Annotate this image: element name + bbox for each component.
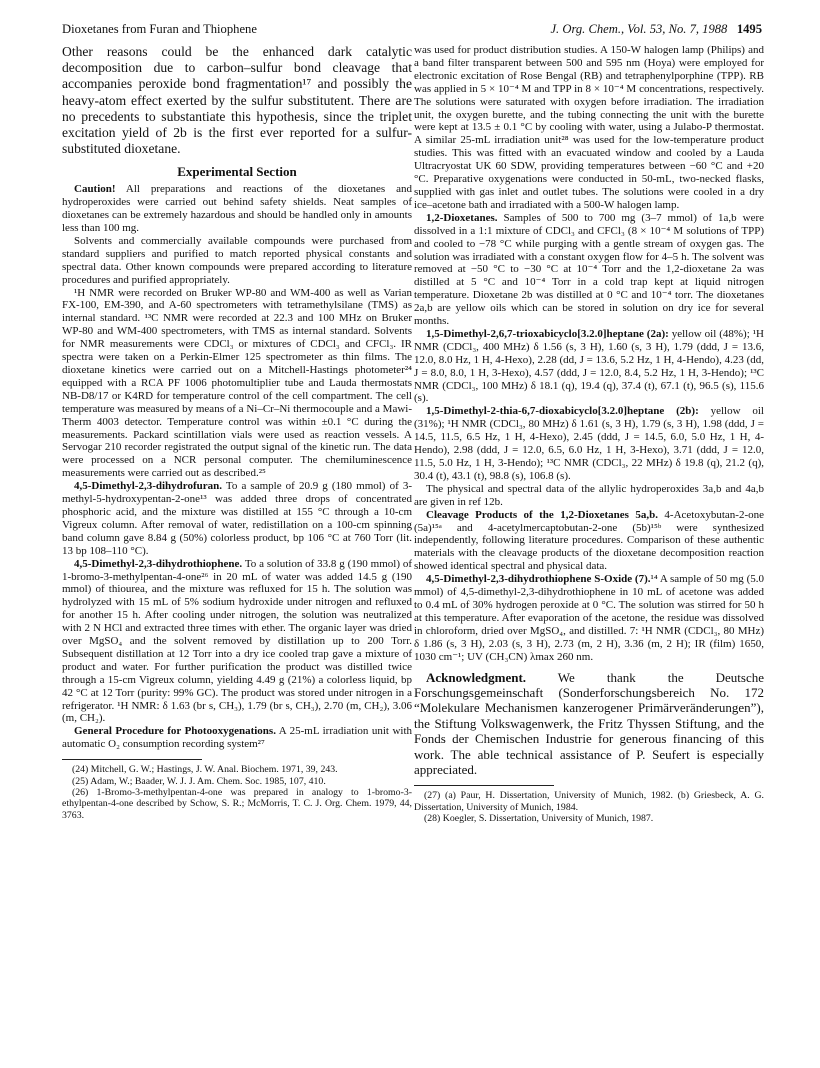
acknowledgment-paragraph: [414, 670, 764, 778]
photooxygenation-text: A 25-mL irradiation unit with automatic O₂ consumption recording system²⁷: [62, 725, 413, 751]
nmr-paragraph: ¹H NMR were recorded on Bruker WP-80 and WM-400 as well as Varian FX-100, EM-390, and A-60 spectrometers with tetramethylsilane (TMS) as internal standard. ¹³C NMR were recorded at 22.3 and 100 MHz on Bruker WP-80 and WM-400 spectrometers, with TMS as internal standard. Solvents for NMR measurements were CDCl₃ or mixtures of CDCl₃ and CFCl₃. IR spectra were taken on a Perkin-Elmer 125 spectrometer as thin films. The dioxetane kinetics were carried out on a Mitchell-Hastings photometer²⁴ equipped with a RCA PF 1006 photomultiplier tube and Lauda thermostats NB-D8/17 or K4RD for temperature control of the cell compartment. The cell temperature was measured by means of a Ni–Cr–Ni thermocouple and a Mawi-Therm 4003 detector. Temperature control was within ±0.1 °C during the measurements. Packard scintillation vials were used as reaction vessels. A Servogar 210 recorder registrated the output signal of the kinetic run. The data were processed on a NCR personal computer. The chemiluminescence measurements were carried out as described.²⁵: [62, 286, 412, 480]
left-column: [62, 44, 412, 821]
dioxetanes-text: Samples of 500 to 700 mg (3–7 mmol) of 1a,b were dissolved in a 1:1 mixture of CDCl₃ and CFCl₃ (8 × 10⁻⁴ M solutions of TPP) and cooled to −78 °C while purging with a gentle stream of oxygen gas. The solution was irradiated with a constant oxygen flow for 4–5 h. The solvent was removed at −50 °C to −30 °C at 10⁻⁴ Torr and the 1,2-dioxetane 2a was distilled at 5 °C and 10⁻⁴ Torr in a cold trap kept at liquid nitrogen temperature. Dioxetane 2b was distilled at 0 °C and 10⁻⁴ torr. The dioxetanes 2a,b are yellow oils which can be stored in solution on dry ice for several months.: [414, 211, 764, 328]
dioxetanes-paragraph: [414, 212, 764, 328]
dihydrothiophene-text: To a solution of 33.8 g (190 mmol) of 1-bromo-3-methylpentan-4-one²⁶ in 20 mL of water was added 14.5 g (190 mmol) of thiourea, and the mixture was refluxed for 15 h. The solution was hydrolyzed with 15 mL of 5% sodium hydroxide under nitrogen and refluxed for another 15 h. After cooling under nitrogen, the solution was neutralized with 2 N HCl and extracted three times with ether. The organic layer was dried over MgSO₄ and the solvent removed by distillation up to 200 Torr. Subsequent distillation at 12 Torr into a dry ice cooled trap gave a mixture of product and water. For further purification the product was distilled twice through a 15-cm Vigreux column, yielding 4.49 g (21%) a colorless liquid, bp 42 °C at 12 Torr (purity: 99% GC). The product was stored under nitrogen in a refrigerator. ¹H NMR: δ 1.63 (br s, CH₃), 1.79 (br s, CH₃), 2.70 (m, CH₂), 3.06 (m, CH₂).: [62, 557, 412, 725]
cleavage-text: 4-Acetoxybutan-2-one (5a)¹⁵ᵃ and 4-acetylmercaptobutan-2-one (5b)¹⁵ᵇ were synthesized independently, following literature procedures. Comparison of these authentic materials with the cleavage products of the dioxetane decomposition reaction showed identical spectral and physical data.: [414, 508, 764, 573]
running-title: Dioxetanes from Furan and Thiophene: [62, 22, 257, 36]
photooxygenation-continued: was used for product distribution studies. A 150-W halogen lamp (Philips) and a band filter transparent between 500 and 595 nm (Hoya) were employed for electronic excitation of Rose Bengal (RB) and tetraphenylporphine (TPP). RB was applied in 5 × 10⁻⁴ M and TPP in 8 × 10⁻⁴ M concentrations, respectively. The solutions were saturated with oxygen before irradiation. The irradiation unit, the oxygen burette, and the tubing connecting the unit with the burette were kept at 13.5 ± 0.1 °C by cooling with water, using a Julabo-P thermostat. A similar 25-mL irradiation unit²⁸ was used for the low-temperature product studies. This was fitted with an evacuated window and cooled by a Lauda Ultracryostat UK 60 SDW, providing temperatures between −60 °C and +20 °C. Preparative oxygenations were conducted in 50-mL, two-necked flasks, supplied with gas inlet and outlet tubes. The solutions were cooled in a dry ice–acetone bath and irradiated with a 500-W halogen lamp.: [414, 44, 764, 211]
solvents-paragraph: Solvents and commercially available compounds were purchased from standard suppliers and purified to match reported physical constants and spectral data. Other known compounds were prepared according to literature procedures and purified appropriately.: [62, 234, 412, 286]
cleavage-paragraph: [414, 509, 764, 574]
compound-2a-text: yellow oil (48%); ¹H NMR (CDCl₃, 400 MHz) δ 1.56 (s, 3 H), 1.60 (s, 3 H), 1.79 (ddd, J = 13.6, 12.0, 8.0 Hz, 1 H, 4-Hexo), 2.28 (dd, J = 13.6, 5.2 Hz, 1 H, 4-Hendo), 4.23 (dd, J = 8.0, 8.0, 1 H, 3-Hexo), 4.57 (ddd, J = 12.0, 8.4, 5.2 Hz, 1 H, 3-Hendo); ¹³C NMR (CDCl₃, 100 MHz) δ 18.1 (q), 19.4 (q), 37.4 (t), 67.1 (t), 96.5 (s), 115.6 (s).: [414, 327, 764, 405]
running-header: [62, 22, 762, 38]
photooxygenation-heading: General Procedure for Photooxygenations.: [74, 725, 276, 738]
dihydrofuran-text: To a sample of 20.9 g (180 mmol) of 3-methyl-5-hydroxypentan-2-one¹³ was added three drops of concentrated phosphoric acid, and the mixture was distilled at 155 °C through a 10-cm Vigreux column. After removal of water, redistillation on a 100-cm spinning band column gave 8.84 g (50%) colorless product, bp 106 °C at 760 Torr (lit. 13 bp 108–110 °C).: [62, 480, 412, 557]
acknowledgment-text: We thank the Deutsche Forschungsgemeinschaft (Sonderforschungsbereich No. 172 “Molekulare Mechanismen kanzerogener Primärveränderungen”), the Stiftung Volkswagenwerk, the Fritz Thyssen Stiftung, and the Fonds der Chemischen Industrie for generous financing of this work. The able technical assistance of P. Seufert is especially appreciated.: [414, 669, 764, 777]
dihydrothiophene-heading: 4,5-Dimethyl-2,3-dihydrothiophene.: [74, 557, 243, 570]
journal-citation: [550, 22, 762, 37]
compound-2b-paragraph: [414, 405, 764, 482]
footnote-28: (28) Koegler, S. Dissertation, University of Munich, 1987.: [424, 813, 654, 825]
s-oxide-text: ¹⁴ A sample of 50 mg (5.0 mmol) of 4,5-dimethyl-2,3-dihydrothiophene in 10 mL of acetone was added to 0.4 mL of 30% hydrogen peroxide at 0 °C. The solution was stirred for 50 h at this temperature. After evaporation of the acetone, the residue was dissolved in chloroform, dried over MgSO₄, and distilled. 7: ¹H NMR (CDCl₃, 80 MHz) δ 1.86 (s, 3 H), 2.03 (s, 3 H), 2.73 (m, 2 H), 3.36 (m, 2 H); IR (film) 1650, 1030 cm⁻¹; UV (CH₃CN) λmax 260 nm.: [414, 573, 765, 663]
footnote-27: (27) (a) Paur, H. Dissertation, University of Munich, 1982. (b) Griesbeck, A. G. Dissertation, University of Munich, 1984.: [414, 790, 764, 813]
photooxygenation-paragraph: [62, 725, 412, 751]
dihydrofuran-paragraph: [62, 480, 412, 557]
footnote-rule-right: [414, 785, 554, 786]
s-oxide-paragraph: [414, 573, 764, 663]
caution-paragraph: [62, 183, 412, 235]
page-number: 1495: [736, 22, 762, 36]
footnote-rule: [62, 759, 202, 760]
compound-2a-heading: 1,5-Dimethyl-2,6,7-trioxabicyclo[3.2.0]heptane (2a):: [426, 327, 669, 340]
footnote-24: (24) Mitchell, G. W.; Hastings, J. W. Anal. Biochem. 1971, 39, 243.: [72, 764, 338, 776]
hydroperoxides-paragraph: The physical and spectral data of the allylic hydroperoxides 3a,b and 4a,b are given in ref 12b.: [414, 482, 764, 508]
footnotes-left: [62, 764, 412, 821]
caution-text: All preparations and reactions of the dioxetanes and hydroperoxides were carried out behind safety shields. Neat samples of dioxetanes can be extremely hazardous and should be handled only in amounts less than 100 mg.: [62, 183, 412, 235]
intro-paragraph: Other reasons could be the enhanced dark catalytic decomposition due to carbon–sulfur bond cleavage that accompanies peroxide bond fragmentation¹⁷ and possibly the heavy-atom effect exerted by the sulfur substitutent. There are no precedents to substantiate this hypothesis, since the triplet excitation yield of 2b is the first ever reported for a sulfur-substituted dioxetane.: [62, 44, 412, 157]
caution-heading: Caution!: [74, 183, 116, 196]
section-title: Experimental Section: [177, 164, 297, 180]
dioxetanes-heading: 1,2-Dioxetanes.: [426, 211, 498, 224]
footnote-25: (25) Adam, W.; Baader, W. J. J. Am. Chem. Soc. 1985, 107, 410.: [72, 775, 326, 787]
compound-2b-heading: 1,5-Dimethyl-2-thia-6,7-dioxabicyclo[3.2.0]heptane (2b):: [426, 405, 699, 418]
acknowledgment-heading: Acknowledgment.: [426, 669, 527, 685]
dihydrofuran-heading: 4,5-Dimethyl-2,3-dihydrofuran.: [74, 480, 222, 493]
compound-2b-text: yellow oil (31%); ¹H NMR (CDCl₃, 80 MHz) δ 1.61 (s, 3 H), 1.79 (s, 3 H), 1.98 (ddd, J = 14.5, 11.5, 6.5 Hz, 1 H, 4-Hexo), 2.45 (ddd, J = 14.5, 6.0, 5.0 Hz, 1 H, 4-Hendo), 2.98 (ddd, J = 12.0, 6.5, 6.0 Hz, 1 H, 3-Hexo), 3.71 (ddd, J = 12.0, 11.5, 5.0 Hz, 1 H, 3-Hendo); ¹³C NMR (CDCl₃, 22 MHz) δ 19.8 (q), 21.2 (q), 30.4 (t), 43.1 (t), 98.8 (s), 106.8 (s).: [414, 405, 764, 482]
dihydrothiophene-paragraph: [62, 558, 412, 726]
compound-2a-paragraph: [414, 328, 764, 405]
cleavage-heading: Cleavage Products of the 1,2-Dioxetanes 5a,b.: [426, 508, 658, 521]
footnote-26: (26) 1-Bromo-3-methylpentan-4-one was prepared in analogy to 1-bromo-3-ethylpentan-4-one described by Schow, S. R.; McMorris, T. C. J. Org. Chem. 1979, 44, 3763.: [62, 787, 412, 821]
right-column: [414, 44, 764, 825]
footnotes-right: [414, 790, 764, 824]
journal-info: J. Org. Chem., Vol. 53, No. 7, 1988: [550, 22, 728, 36]
s-oxide-heading: 4,5-Dimethyl-2,3-dihydrothiophene S-Oxide (7).: [426, 573, 651, 586]
